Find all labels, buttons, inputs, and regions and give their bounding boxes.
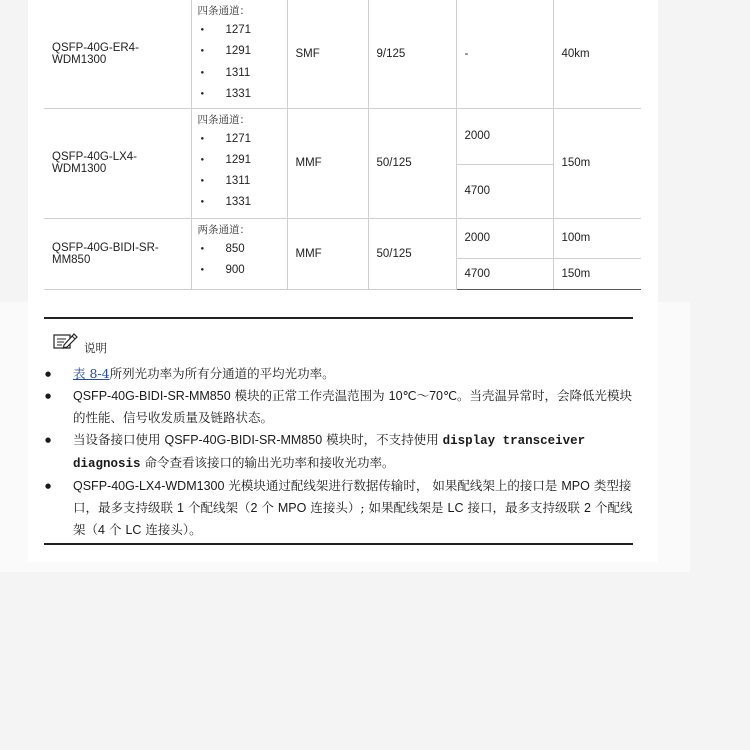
note-block xyxy=(44,317,633,545)
list-item: ● 1271 xyxy=(198,20,281,41)
table-reference-link[interactable]: 表 8-4 xyxy=(73,366,110,381)
note-label: 说明 xyxy=(84,340,107,355)
list-item: ● 当设备接口使用 QSFP-40G-BIDI-SR-MM850 模块时，不支持使用 display transceiver diagnosis 命令查看该接口的输出光功率和接收光功率。 xyxy=(44,429,633,475)
bandwidth-cell: 2000 xyxy=(456,108,553,164)
model-cell: QSFP-40G-ER4-WDM1300 xyxy=(44,0,191,108)
bandwidth-cell: 4700 xyxy=(456,164,553,218)
list-item: ● 1271 xyxy=(198,129,281,150)
list-item: ● QSFP-40G-BIDI-SR-MM850 模块的正常工作壳温范围为 10℃～70℃。当壳温异常时，会降低光模块的性能、信号收发质量及链路状态。 xyxy=(44,385,633,429)
core-cell: 50/125 xyxy=(368,218,456,289)
bandwidth-cell: 4700 xyxy=(456,258,553,289)
distance-cell: 150m xyxy=(553,258,641,289)
note-list xyxy=(44,363,633,541)
fiber-cell: MMF xyxy=(287,108,368,218)
channel-cell xyxy=(191,108,287,218)
table-row xyxy=(44,108,641,164)
list-item: ● 1331 xyxy=(198,84,281,105)
channel-list xyxy=(198,129,281,214)
channel-title: 两条通道： xyxy=(197,223,250,236)
list-item: ● 900 xyxy=(198,260,281,281)
table-row xyxy=(44,218,641,258)
model-cell: QSFP-40G-BIDI-SR-MM850 xyxy=(44,218,191,289)
list-item: ● 1311 xyxy=(198,63,281,84)
command-text: display transceiver diagnosis xyxy=(73,434,586,471)
list-item: ● 1331 xyxy=(198,192,281,213)
channel-list xyxy=(198,239,281,282)
distance-cell: 150m xyxy=(553,108,641,218)
bandwidth-cell: - xyxy=(456,0,553,108)
fiber-cell: MMF xyxy=(287,218,368,289)
channel-title: 四条通道： xyxy=(197,113,250,126)
bandwidth-cell: 2000 xyxy=(456,218,553,258)
model-cell: QSFP-40G-LX4-WDM1300 xyxy=(44,108,191,218)
list-item: ● QSFP-40G-LX4-WDM1300 光模块通过配线架进行数据传输时， 如果配线架上的接口是 MPO 类型接口，最多支持级联 1 个配线架（2 个 MPO 连接头）; 如果配线架是 LC 接口，最多支持级联 2 个配线架（4 个 LC 连接头）。 xyxy=(44,475,633,541)
note-pencil-icon xyxy=(52,331,78,356)
core-cell: 9/125 xyxy=(368,0,456,108)
list-item: ● 1291 xyxy=(198,150,281,171)
distance-cell: 40km xyxy=(553,0,641,108)
transceiver-spec-table xyxy=(44,0,641,290)
note-header xyxy=(52,331,107,356)
list-item: ● 1311 xyxy=(198,171,281,192)
list-item: ● 1291 xyxy=(198,41,281,62)
core-cell: 50/125 xyxy=(368,108,456,218)
table-row xyxy=(44,0,641,108)
channel-cell xyxy=(191,0,287,108)
fiber-cell: SMF xyxy=(287,0,368,108)
channel-cell xyxy=(191,218,287,289)
channel-list xyxy=(198,20,281,105)
list-item: ● 850 xyxy=(198,239,281,260)
list-item: ● 表 8-4所列光功率为所有分通道的平均光功率。 xyxy=(44,363,633,385)
channel-title: 四条通道： xyxy=(197,5,250,17)
distance-cell: 100m xyxy=(553,218,641,258)
